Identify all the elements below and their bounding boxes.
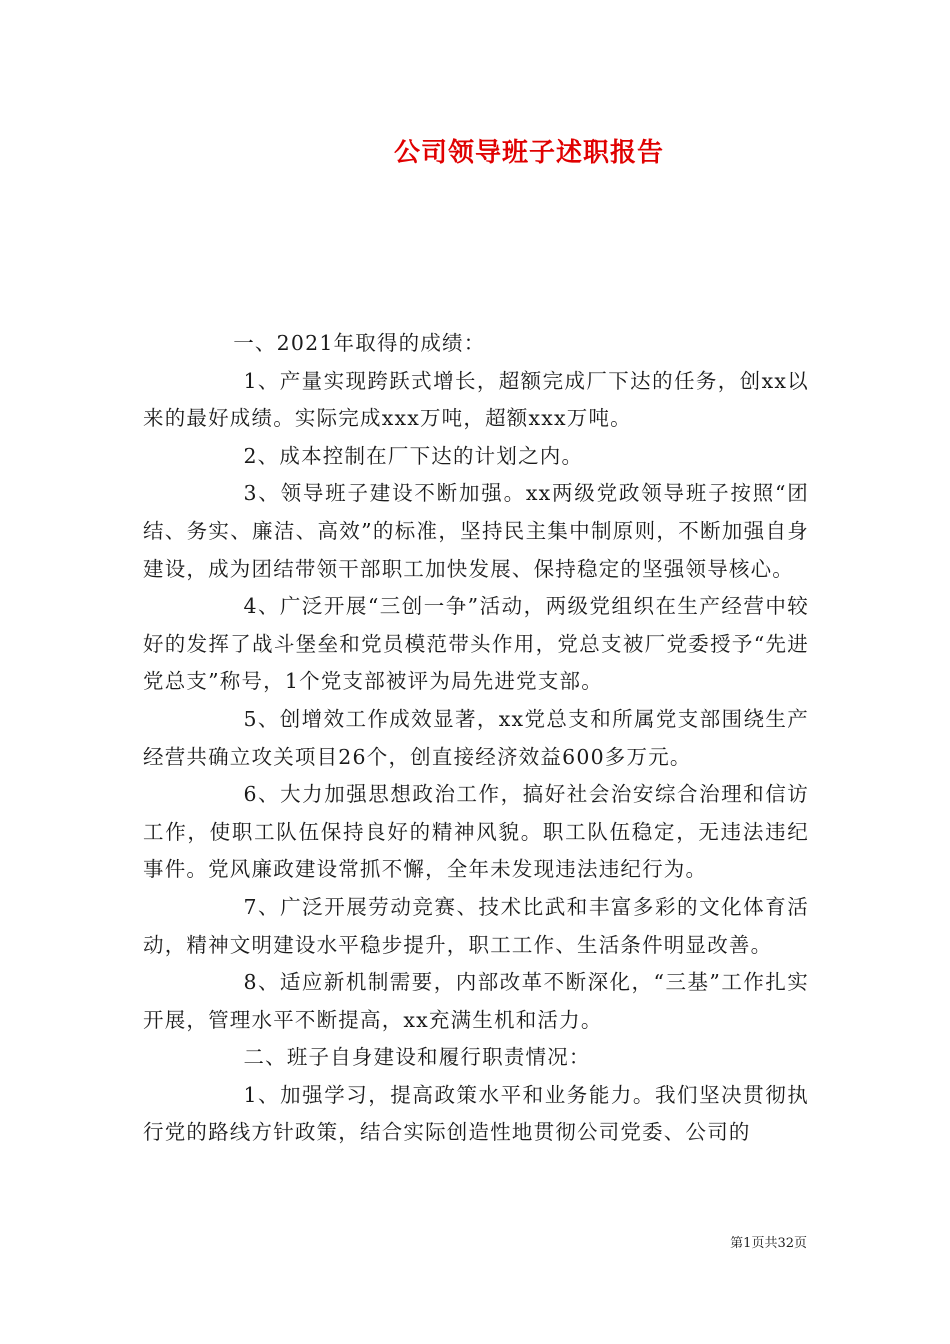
body-text	[143, 325, 809, 1152]
paragraph: 1、产量实现跨跃式增长，超额完成厂下达的任务，创xx以来的最好成绩。实际完成xxx万吨，超额xxx万吨。	[143, 368, 809, 431]
paragraph: 8、适应新机制需要，内部改革不断深化，“三基”工作扎实开展，管理水平不断提高，xx充满生机和活力。	[143, 970, 809, 1032]
page-footer: 第1页共32页	[730, 1236, 807, 1251]
paragraph: 5、创增效工作成效显著，xx党总支和所属党支部围绕生产经营共确立攻关项目26个，创直接经济效益600多万元。	[143, 706, 809, 769]
paragraph: 6、大力加强思想政治工作，搞好社会治安综合治理和信访工作，使职工队伍保持良好的精神风貌。职工队伍稳定，无违法违纪事件。党风廉政建设常抓不懈，全年未发现违法违纪行为。	[143, 782, 809, 882]
page-title: 公司领导班子述职报告	[393, 138, 664, 168]
paragraph: 2、成本控制在厂下达的计划之内。	[243, 443, 584, 468]
paragraph: 7、广泛开展劳动竞赛、技术比武和丰富多彩的文化体育活动，精神文明建设水平稳步提升，职工工作、生活条件明显改善。	[143, 894, 809, 957]
paragraph: 3、领导班子建设不断加强。xx两级党政领导班子按照“团结、务实、廉洁、高效”的标准，坚持民主集中制原则，不断加强自身建设，成为团结带领干部职工加快发展、保持稳定的坚强领导核心。	[143, 481, 809, 581]
paragraph: 4、广泛开展“三创一争”活动，两级党组织在生产经营中较好的发挥了战斗堡垒和党员模范带头作用，党总支被厂党委授予“先进党总支”称号，1个党支部被评为局先进党支部。	[143, 594, 809, 694]
paragraph: 1、加强学习，提高政策水平和业务能力。我们坚决贯彻执行党的路线方针政策，结合实际创造性地贯彻公司党委、公司的	[143, 1082, 809, 1145]
section-heading: 二、班子自身建设和履行职责情况：	[243, 1045, 591, 1070]
section-heading: 一、2021年取得的成绩：	[233, 331, 486, 355]
